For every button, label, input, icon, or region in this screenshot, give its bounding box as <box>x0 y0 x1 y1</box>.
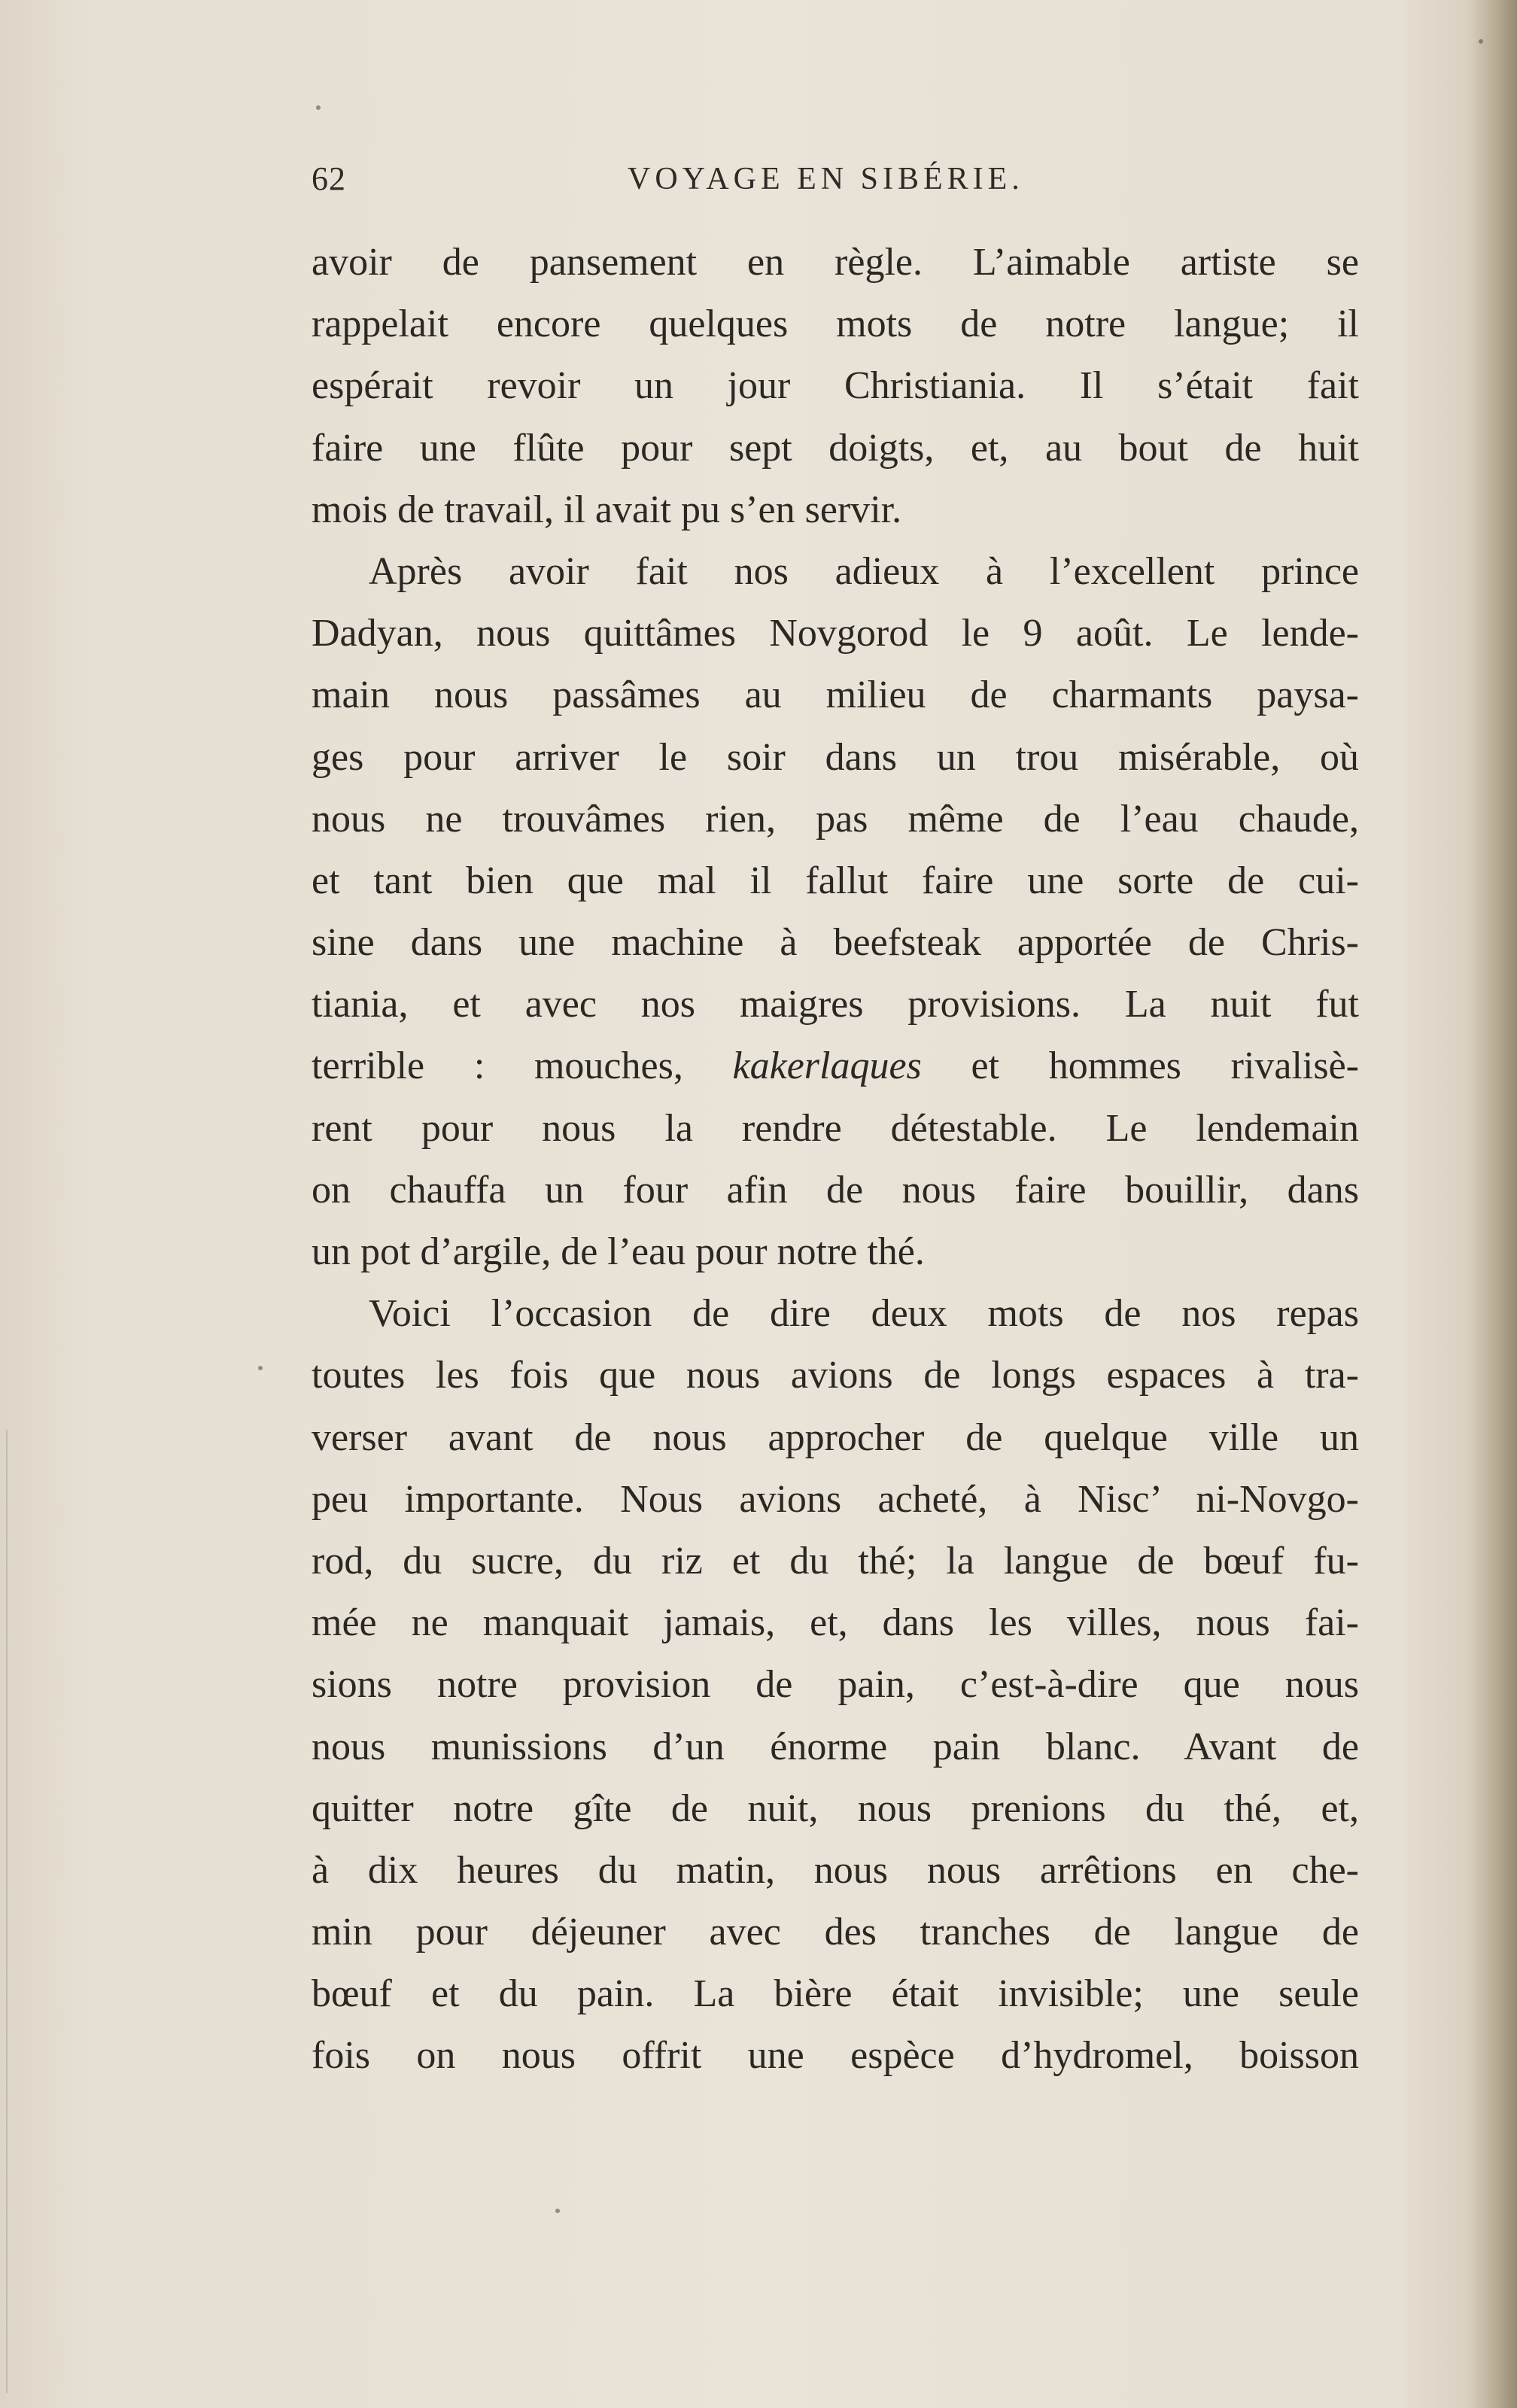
body-text <box>312 232 1359 2087</box>
text-line: avoir de pansement en règle. L’aimable artiste se <box>312 241 1359 284</box>
text-line: Après avoir fait nos adieux à l’excellent prince <box>369 549 1359 593</box>
paper-speck <box>1479 39 1483 44</box>
text-line: rent pour nous la rendre détestable. Le lendemain <box>312 1106 1359 1150</box>
text-line: faire une flûte pour sept doigts, et, au bout de huit <box>312 426 1359 470</box>
page-number: 62 <box>312 160 346 197</box>
text-line: mée ne manquait jamais, et, dans les villes, nous fai- <box>312 1601 1359 1645</box>
text-line: Voici l’occasion de dire deux mots de nos repas <box>369 1292 1359 1336</box>
text-line: espérait revoir un jour Christiania. Il s’était fait <box>312 364 1359 408</box>
paper-speck <box>258 1366 263 1370</box>
text-line: Dadyan, nous quittâmes Novgorod le 9 août. Le lende- <box>312 612 1359 655</box>
italic-word: kakerlaques <box>732 1044 922 1088</box>
text-fragment: terrible : mouches, <box>312 1044 733 1088</box>
text-line: nous munissions d’un énorme pain blanc. Avant de <box>312 1725 1359 1768</box>
text-line: et tant bien que mal il fallut faire une sorte de cui- <box>312 859 1359 902</box>
text-line: rod, du sucre, du riz et du thé; la langue de bœuf fu- <box>312 1539 1359 1583</box>
text-line: rappelait encore quelques mots de notre langue; il <box>312 303 1359 346</box>
text-line: sine dans une machine à beefsteak apportée de Chris- <box>312 921 1359 965</box>
text-line: à dix heures du matin, nous nous arrêtions en che- <box>312 1848 1359 1892</box>
text-line: on chauffa un four afin de nous faire bouillir, dans <box>312 1168 1359 1212</box>
text-line: nous ne trouvâmes rien, pas même de l’eau chaude, <box>312 797 1359 841</box>
text-line: tiania, et avec nos maigres provisions. La nuit fut <box>312 983 1359 1026</box>
paper-speck <box>555 2209 560 2213</box>
page-margin-mark <box>6 1430 8 2393</box>
running-title: VOYAGE EN SIBÉRIE. <box>628 162 1024 196</box>
text-line: verser avant de nous approcher de quelque ville un <box>312 1415 1359 1459</box>
text-line: bœuf et du pain. La bière était invisible; une seule <box>312 1972 1359 2016</box>
page-edge-shadow <box>1464 0 1517 2408</box>
text-fragment: et hommes rivalisè- <box>921 1044 1359 1088</box>
text-line: ges pour arriver le soir dans un trou misérable, où <box>312 735 1359 779</box>
text-line: quitter notre gîte de nuit, nous prenions du thé, et, <box>312 1786 1359 1830</box>
text-line: sions notre provision de pain, c’est-à-dire que nous <box>312 1663 1359 1707</box>
page-header <box>312 160 1362 205</box>
paper-speck <box>316 105 321 110</box>
text-line: mois de travail, il avait pu s’en servir. <box>312 488 902 531</box>
text-line: toutes les fois que nous avions de longs espaces à tra- <box>312 1354 1359 1397</box>
text-line: main nous passâmes au milieu de charmants paysa- <box>312 673 1359 717</box>
text-line: un pot d’argile, de l’eau pour notre thé. <box>312 1230 925 1273</box>
text-line: min pour déjeuner avec des tranches de langue de <box>312 1911 1359 1954</box>
text-line: peu importante. Nous avions acheté, à Nisc’ ni-Novgo- <box>312 1477 1359 1521</box>
text-line-italic-mixed <box>312 1035 1359 1097</box>
text-line: fois on nous offrit une espèce d’hydromel, boisson <box>312 2034 1359 2078</box>
